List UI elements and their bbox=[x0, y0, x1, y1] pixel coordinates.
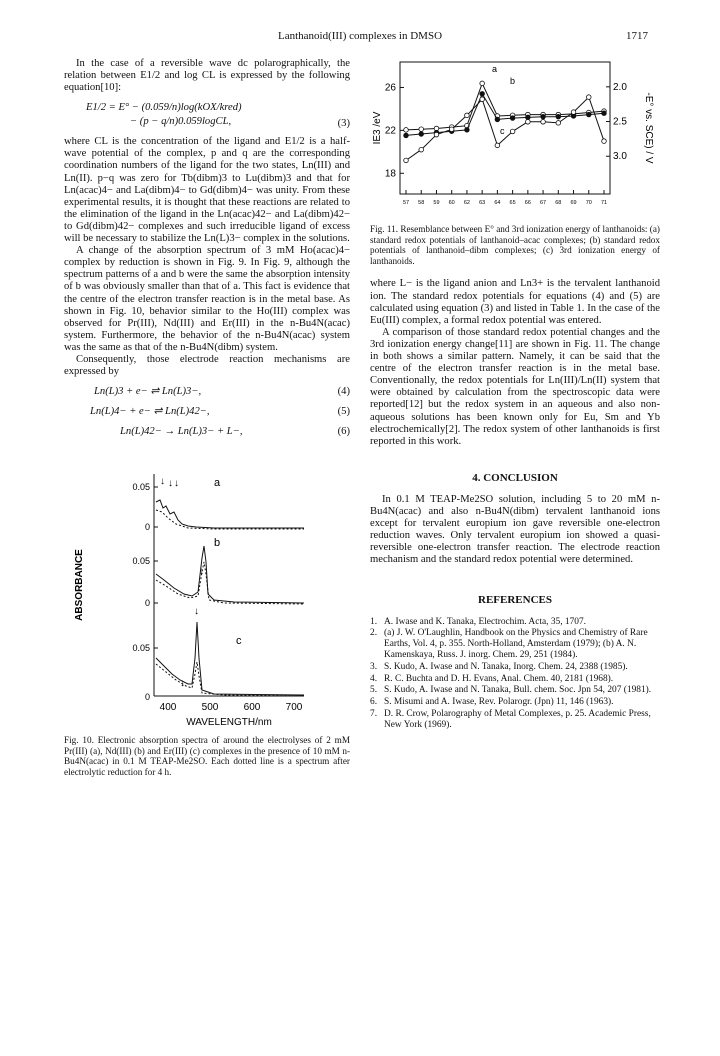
reference-item bbox=[370, 709, 660, 731]
fig10-ylabel: ABSORBANCE bbox=[74, 549, 85, 621]
fig11-point-b bbox=[526, 115, 531, 120]
fig10-curve-c-solid bbox=[156, 622, 304, 695]
fig10-caption: Fig. 10. Electronic absorption spectra of around the electrolyses of 2 mM Pr(III) (a), Nd(III) (b) and Er(III) (c) complexes in the presence of 10 mM n-Bu4N(acac) in 0.1 M TEAP-Me2SO. Each dotted line is a spectrum after electrolytic reduction for 4 h. bbox=[64, 735, 350, 778]
reference-number: 3. bbox=[370, 661, 378, 672]
fig11-point-a bbox=[480, 81, 485, 86]
fig11-right-tick-label: 3.0 bbox=[613, 151, 627, 163]
fig11-x-tick-label: 68 bbox=[555, 200, 562, 206]
fig10-ymark: 0 bbox=[144, 692, 150, 703]
fig11-point-c bbox=[571, 110, 576, 115]
fig10-xtick: 500 bbox=[201, 702, 219, 714]
fig11-point-c bbox=[495, 143, 500, 148]
fig11-curve-label: b bbox=[510, 76, 516, 86]
fig11-frame bbox=[400, 62, 610, 194]
reference-text: S. Kudo, A. Iwase and N. Tanaka, Bull. chem. Soc. Jpn 54, 207 (1981). bbox=[384, 685, 652, 696]
fig11-point-b bbox=[465, 128, 470, 133]
fig10-ymark: 0 bbox=[144, 522, 150, 533]
fig11-right-tick-label: 2.0 bbox=[613, 81, 627, 93]
fig11-point-b bbox=[495, 117, 500, 122]
reference-number: 5. bbox=[370, 685, 378, 696]
fig11-ylabel-left: IE3 /eV bbox=[372, 111, 383, 145]
paragraph: where CL is the concentration of the ligand and E1/2 is a half-wave potential of the complex, p and q are the corresponding coordination numbers of the ligand for the two states, Ln(III) and Ln(II). p−q was zero for Tb(dibm)3 to Lu(dibm)3 and that for Ln(acac)4− and La(dibm)4− to Gd(dibm)4− was unity. From these experimental results, it is thought that these reactions are related to the elimination of the ligand in the Ln(acac)42− and La(dibm)42− to Gd(dibm)42− complexes and such irreducible ligand of excess will be necessary to stabilize the Ln(L)3− complex in the solutions. bbox=[64, 136, 350, 245]
equation-number: (4) bbox=[337, 386, 350, 398]
fig10-panel-label: c bbox=[236, 635, 242, 648]
fig10-arrow: ↓ bbox=[194, 606, 199, 618]
equation-text: Ln(L)4− + e− ⇌ Ln(L)42−, bbox=[90, 406, 210, 418]
fig11-right-tick-label: 2.5 bbox=[613, 116, 627, 128]
fig10-arrow: ↓ bbox=[180, 678, 185, 690]
figure-11 bbox=[370, 58, 660, 266]
fig10-ymark: 0.05 bbox=[132, 556, 150, 567]
fig11-x-tick-label: 62 bbox=[463, 200, 470, 206]
fig10-arrow: ↓ bbox=[199, 566, 204, 578]
fig10-panel-label: b bbox=[214, 537, 221, 550]
fig11-chart bbox=[370, 58, 660, 218]
fig10-ymark: 0.05 bbox=[132, 482, 150, 493]
equation-line: E1/2 = E° − (0.059/n)log(kOX/kred) bbox=[86, 102, 242, 114]
fig11-point-b bbox=[586, 112, 591, 117]
fig11-point-c bbox=[510, 129, 515, 134]
fig11-ylabel-right: -E° vs. SCE) / V bbox=[643, 92, 654, 164]
fig11-curve-label: a bbox=[492, 64, 498, 74]
reference-text: (a) J. W. O'Laughlin, Handbook on the Physics and Chemistry of Rare Earths, Vol. 4, p. 355. North-Holland, Amsterdam (1979); (b) A. N. Kamenskaya, Russ. J. inorg. Chem. 29, 251 (1984). bbox=[384, 628, 648, 660]
fig11-x-tick-label: 60 bbox=[448, 200, 455, 206]
reference-item bbox=[370, 662, 660, 673]
fig11-point-c bbox=[404, 158, 409, 163]
left-column bbox=[64, 58, 350, 778]
reference-number: 7. bbox=[370, 708, 378, 719]
fig11-curve-label: c bbox=[500, 126, 505, 136]
fig11-point-c bbox=[449, 127, 454, 132]
reference-number: 6. bbox=[370, 697, 378, 708]
fig11-left-tick-label: 26 bbox=[384, 82, 396, 94]
fig11-point-c bbox=[465, 113, 470, 118]
reference-text: S. Kudo, A. Iwase and N. Tanaka, Inorg. Chem. 24, 2388 (1985). bbox=[384, 661, 628, 672]
fig11-point-c bbox=[602, 139, 607, 144]
fig11-series-line-a bbox=[406, 83, 604, 129]
equation-line: − (p − q/n)0.059logCL, bbox=[130, 116, 232, 128]
reference-item bbox=[370, 685, 660, 696]
fig11-x-tick-label: 64 bbox=[494, 200, 501, 206]
equation-5 bbox=[90, 406, 350, 420]
reference-item bbox=[370, 674, 660, 685]
fig11-left-tick-label: 18 bbox=[384, 168, 396, 180]
paragraph: A comparison of those standard redox potential changes and the 3rd ionization energy change[11] are shown in Fig. 11. The change in both shows a similar pattern. Namely, it can be said that the centre of the electron transfer reaction is in the metal base. Conventionally, the redox potentials for Ln(III)/Ln(II) system that were obtained by calculation from the spectroscopic data were reported[12] but the redox system in an aqueous and also non-aqueous solutions has been known only for Eu, Sm and Yb electrochemically[2]. The redox system of other lanthanoids is first reported in this work. bbox=[370, 326, 660, 447]
reference-item bbox=[370, 617, 660, 628]
paragraph: Consequently, those electrode reaction mechanisms are expressed by bbox=[64, 353, 350, 378]
fig11-point-c bbox=[556, 121, 561, 126]
fig10-xtick: 600 bbox=[243, 702, 261, 714]
fig11-point-b bbox=[541, 114, 546, 119]
reference-text: D. R. Crow, Polarography of Metal Complexes, p. 25. Academic Press, New York (1969). bbox=[384, 708, 651, 730]
fig11-point-b bbox=[404, 133, 409, 138]
reference-number: 1. bbox=[370, 616, 378, 627]
conclusion-heading: 4. CONCLUSION bbox=[472, 471, 558, 484]
reference-item bbox=[370, 628, 660, 660]
fig10-xlabel: WAVELENGTH/nm bbox=[186, 717, 272, 729]
figure-10 bbox=[64, 462, 350, 777]
fig10-arrow: ↓ bbox=[168, 478, 173, 490]
running-title: Lanthanoid(III) complexes in DMSO bbox=[277, 30, 443, 42]
fig11-x-tick-label: 66 bbox=[524, 200, 531, 206]
fig11-point-a bbox=[419, 127, 424, 132]
fig11-point-c bbox=[541, 119, 546, 124]
equation-6 bbox=[120, 426, 350, 440]
right-column bbox=[370, 58, 660, 732]
paragraph: where L− is the ligand anion and Ln3+ is the tervalent lanthanoid ion. The standard redox potentials for equations (4) and (5) are calculated using equation (3) and listed in Table 1. In the case of the Eu(III) complex, a formal redox potential was entered. bbox=[370, 278, 660, 326]
reference-text: S. Misumi and A. Iwase, Rev. Polarogr. (Jpn) 11, 146 (1963). bbox=[384, 697, 614, 708]
equation-text: Ln(L)42− → Ln(L)3− + L−, bbox=[120, 426, 243, 438]
fig11-x-tick-label: 70 bbox=[585, 200, 592, 206]
fig11-point-b bbox=[556, 114, 561, 119]
fig11-x-tick-label: 57 bbox=[402, 200, 410, 206]
references-heading: REFERENCES bbox=[478, 594, 552, 607]
fig11-point-b bbox=[480, 91, 485, 96]
fig10-arrow: ↓ bbox=[174, 478, 179, 490]
reference-list bbox=[370, 617, 660, 731]
fig11-x-tick-label: 69 bbox=[570, 200, 577, 206]
paragraph: In 0.1 M TEAP-Me2SO solution, including 5 to 20 mM n-Bu4N(acac) and also n-Bu4N(dibm) tervalent lanthanoid ions except for tervalent europium ion gave reversible one-electron reduction waves. Only tervalent europium ion showed a quasi-reversible one-electron transfer reaction. The electrode reaction mechanism and the standard redox potential were determined. bbox=[370, 493, 660, 566]
fig10-xtick: 400 bbox=[159, 702, 177, 714]
reference-text: A. Iwase and K. Tanaka, Electrochim. Acta, 35, 1707. bbox=[384, 616, 586, 627]
fig10-ymark: 0.05 bbox=[132, 643, 150, 654]
fig11-x-tick-label: 58 bbox=[418, 200, 425, 206]
paragraph: In the case of a reversible wave dc polarographically, the relation between E1/2 and log CL is expressed by the following equation[10]: bbox=[64, 58, 350, 94]
fig10-arrow: ↓ bbox=[160, 476, 165, 488]
fig11-point-b bbox=[602, 111, 607, 116]
equation-4 bbox=[94, 386, 350, 400]
fig11-left-tick-label: 22 bbox=[384, 125, 396, 137]
fig11-x-tick-label: 67 bbox=[540, 200, 547, 206]
reference-number: 2. bbox=[370, 628, 378, 639]
fig11-point-b bbox=[419, 132, 424, 137]
fig10-spectra bbox=[64, 462, 350, 728]
fig11-point-c bbox=[434, 132, 439, 137]
fig10-curve-b-dotted bbox=[156, 562, 304, 604]
fig11-point-c bbox=[480, 97, 485, 102]
equation-number: (6) bbox=[337, 426, 350, 438]
fig11-point-c bbox=[586, 95, 591, 100]
equation-number: (3) bbox=[337, 118, 350, 130]
fig11-caption: Fig. 11. Resemblance between E° and 3rd ionization energy of lanthanoids: (a) standard redox potentials of lanthanoid–acac complexes; (b) standard redox potentials of lanthanoid–dibm complexes; (c) 3rd ionization energy of lanthanoids. bbox=[370, 224, 660, 266]
fig11-x-tick-label: 71 bbox=[600, 200, 608, 206]
fig11-x-tick-label: 59 bbox=[433, 200, 440, 206]
paragraph: A change of the absorption spectrum of 3 mM Ho(acac)4− complex by reduction is shown in Fig. 9. In Fig. 9, although the spectrum patterns of a and b were the same the absorption intensity of b was obviously smaller than that of a. This fact is evidence that the centre of the electron transfer reaction is in the metal base. As shown in Fig. 10, behavior similar to the Ho(III) complex was observed for Pr(III), Nd(III) and Er(III) in the n-Bu4N(acac) system. Furthermore, the behavior of the n-Bu4N(acac) system was the same as that of the n-Bu4N(dibm) system. bbox=[64, 245, 350, 353]
fig10-curve-b-solid bbox=[156, 546, 304, 603]
fig10-ymark: 0 bbox=[144, 598, 150, 609]
fig11-x-tick-label: 65 bbox=[509, 200, 516, 206]
fig11-point-c bbox=[526, 119, 531, 124]
equation-3 bbox=[86, 102, 350, 132]
reference-text: R. C. Buchta and D. H. Evans, Anal. Chem. 40, 2181 (1968). bbox=[384, 673, 614, 684]
page-number: 1717 bbox=[626, 30, 648, 42]
reference-item bbox=[370, 697, 660, 708]
fig10-panel-label: a bbox=[214, 477, 221, 490]
fig11-x-tick-label: 63 bbox=[479, 200, 486, 206]
fig11-point-c bbox=[419, 147, 424, 152]
fig10-xtick: 700 bbox=[285, 702, 303, 714]
reference-number: 4. bbox=[370, 673, 378, 684]
fig10-curve-a-solid bbox=[156, 500, 304, 528]
equation-number: (5) bbox=[337, 406, 350, 418]
fig11-point-a bbox=[404, 128, 409, 133]
fig11-point-b bbox=[510, 116, 515, 121]
equation-text: Ln(L)3 + e− ⇌ Ln(L)3−, bbox=[94, 386, 202, 398]
